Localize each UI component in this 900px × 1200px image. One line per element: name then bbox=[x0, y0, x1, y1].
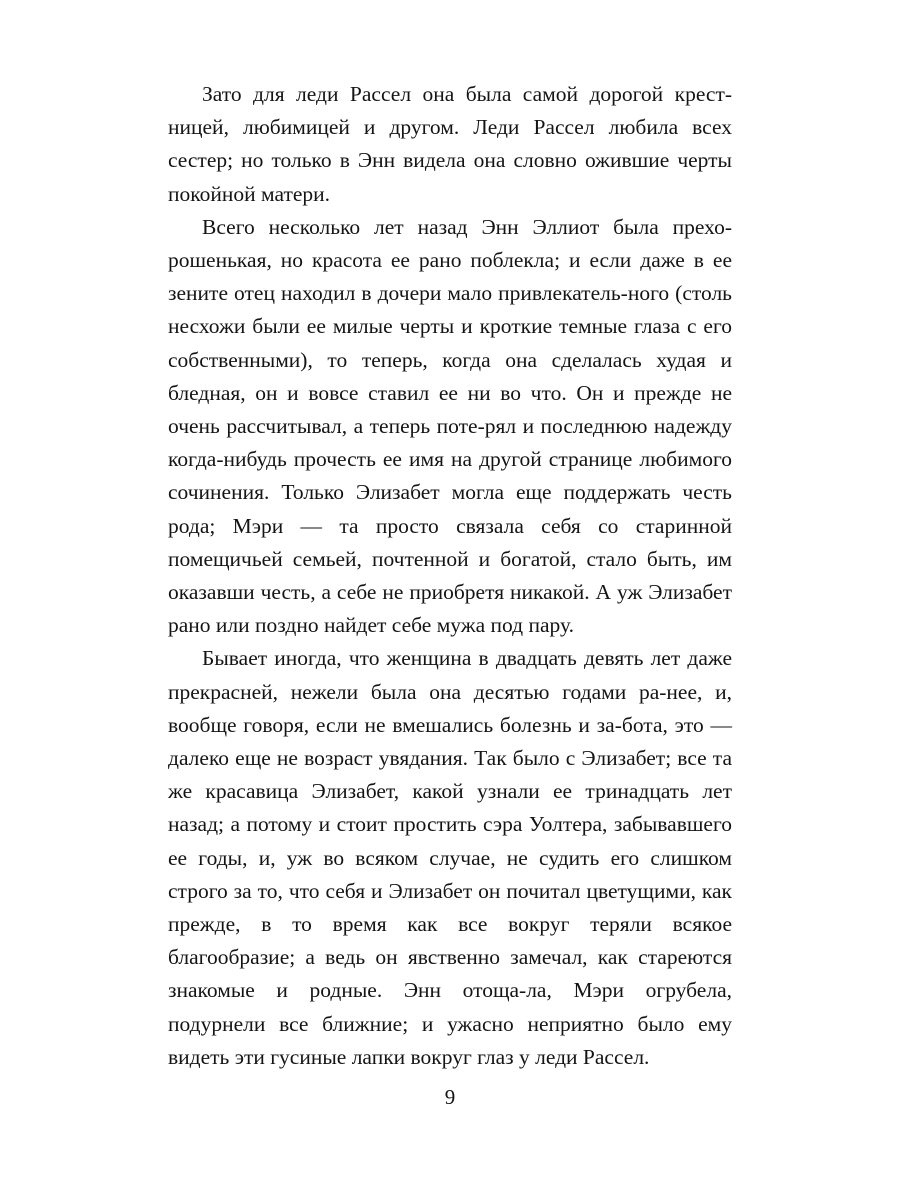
paragraph: Всего несколько лет назад Энн Эллиот была прехо-рошенькая, но красота ее рано поблекла; и если даже в ее зените отец находил в дочери мало привлекатель-ного (столь несхожи были ее милые черты и кроткие темные глаза с его собственными), то теперь, когда она сделалась худая и бледная, он и вовсе ставил ее ни во что. Он и прежде не очень рассчитывал, а теперь поте-рял и последнюю надежду когда-нибудь прочесть ее имя на другой странице любимого сочинения. Только Элизабет могла еще поддержать честь рода; Мэри — та просто связала себя со старинной помещичьей семьей, почтенной и богатой, стало быть, им оказавши честь, а себе не приобретя никакой. А уж Элизабет рано или поздно найдет себе мужа под пару. bbox=[168, 214, 732, 638]
paragraph: Зато для леди Рассел она была самой дорогой крест-ницей, любимицей и другом. Леди Рассел любила всех сестер; но только в Энн видела она словно ожившие черты покойной матери. bbox=[168, 82, 732, 206]
page-body-text bbox=[168, 78, 732, 1074]
page-number: 9 bbox=[444, 1085, 456, 1109]
paragraph: Бывает иногда, что женщина в двадцать девять лет даже прекрасней, нежели была она десятью годами ра-нее, и, вообще говоря, если не вмешались болезнь и за-бота, это — далеко еще не возраст увядания. Так было с Элизабет; все та же красавица Элизабет, какой узнали ее тринадцать лет назад; а потому и стоит простить сэра Уолтера, забывавшего ее годы, и, уж во всяком случае, не судить его слишком строго за то, что себя и Элизабет он почитал цветущими, как прежде, в то время как все вокруг теряли всякое благообразие; а ведь он явственно замечал, как стареются знакомые и родные. Энн отоща-ла, Мэри огрубела, подурнели все ближние; и ужасно неприятно было ему видеть эти гусиные лапки вокруг глаз у леди Рассел. bbox=[168, 646, 732, 1069]
